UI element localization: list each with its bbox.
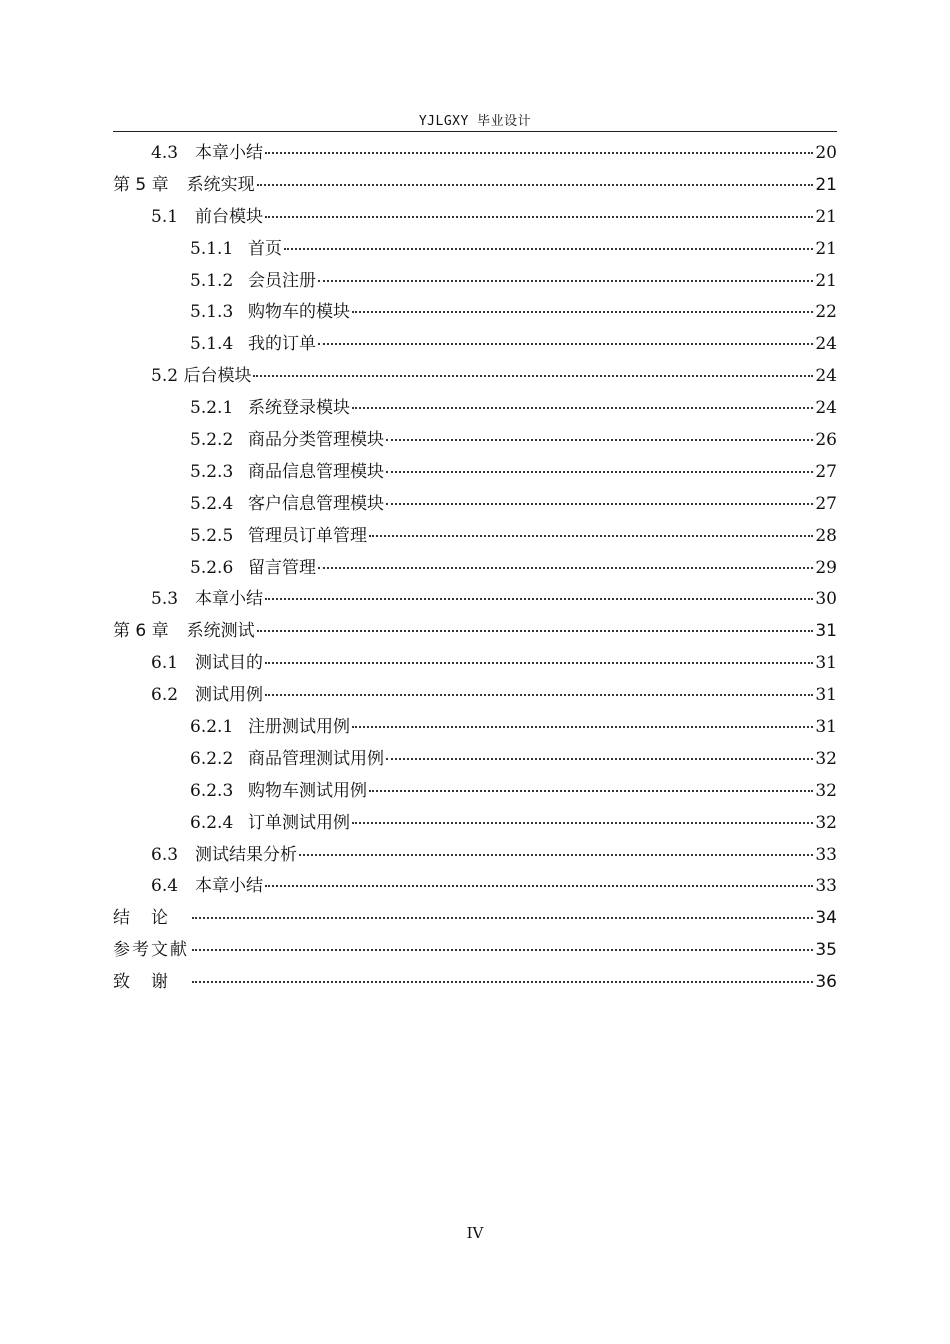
toc-entry[interactable] bbox=[113, 266, 837, 298]
dot-leader bbox=[192, 981, 813, 983]
toc-entry-page: 31 bbox=[815, 621, 837, 642]
toc-entry-title: 购物车测试用例 bbox=[248, 780, 367, 801]
table-of-contents bbox=[113, 138, 837, 999]
toc-entry-title: 留言管理 bbox=[248, 557, 316, 578]
toc-entry-number: 5.3 bbox=[151, 589, 179, 610]
toc-entry-title: 测试目的 bbox=[195, 653, 263, 674]
toc-entry-number: 5.2.3 bbox=[190, 461, 234, 482]
toc-entry-title: 系统实现 bbox=[186, 174, 255, 195]
dot-leader bbox=[386, 758, 813, 760]
toc-entry[interactable] bbox=[113, 489, 837, 521]
toc-entry-number: 5.1.2 bbox=[190, 270, 234, 291]
toc-entry[interactable] bbox=[113, 457, 837, 489]
toc-entry-number: 结 论 bbox=[113, 908, 170, 929]
dot-leader bbox=[192, 949, 813, 951]
dot-leader bbox=[352, 726, 813, 728]
toc-entry-page: 26 bbox=[815, 430, 837, 451]
toc-entry-title: 系统登录模块 bbox=[248, 398, 350, 419]
dot-leader bbox=[265, 885, 813, 887]
toc-entry-page: 32 bbox=[815, 812, 837, 833]
dot-leader bbox=[265, 694, 813, 696]
toc-entry-page: 35 bbox=[815, 940, 837, 961]
toc-entry-number: 5.1 bbox=[151, 206, 179, 227]
dot-leader bbox=[352, 407, 813, 409]
page-number: IV bbox=[466, 1224, 484, 1242]
toc-entry-number: 参考文献 bbox=[113, 940, 189, 961]
toc-entry[interactable] bbox=[113, 393, 837, 425]
dot-leader bbox=[299, 854, 813, 856]
toc-entry-number: 5.2.1 bbox=[190, 398, 234, 419]
toc-entry[interactable] bbox=[113, 776, 837, 808]
toc-entry-number: 5.1.1 bbox=[190, 238, 234, 259]
toc-entry[interactable] bbox=[113, 234, 837, 266]
toc-entry-title: 会员注册 bbox=[248, 270, 316, 291]
dot-leader bbox=[192, 917, 813, 919]
toc-entry-number: 5.1.3 bbox=[190, 302, 234, 323]
toc-entry-number: 6.2.3 bbox=[190, 780, 234, 801]
toc-entry-page: 21 bbox=[815, 206, 837, 227]
toc-entry-page: 24 bbox=[815, 366, 837, 387]
toc-entry-page: 31 bbox=[815, 653, 837, 674]
toc-entry-number: 致 谢 bbox=[113, 972, 170, 993]
toc-entry-page: 20 bbox=[815, 143, 837, 163]
dot-leader bbox=[386, 503, 813, 505]
toc-entry-page: 21 bbox=[815, 174, 837, 195]
dot-leader bbox=[257, 630, 814, 632]
toc-entry[interactable] bbox=[113, 935, 837, 967]
toc-entry[interactable] bbox=[113, 138, 837, 170]
toc-entry-number: 5.2.6 bbox=[190, 557, 234, 578]
dot-leader bbox=[369, 535, 813, 537]
toc-entry[interactable] bbox=[113, 329, 837, 361]
toc-entry[interactable] bbox=[113, 903, 837, 935]
toc-entry-title: 本章小结 bbox=[195, 589, 263, 610]
toc-entry-page: 30 bbox=[815, 589, 837, 610]
header-rule bbox=[113, 131, 837, 132]
toc-entry-title: 本章小结 bbox=[195, 143, 263, 163]
toc-entry-number: 5.2.4 bbox=[190, 493, 234, 514]
toc-entry-number: 第 5 章 bbox=[113, 174, 169, 195]
dot-leader bbox=[369, 790, 813, 792]
dot-leader bbox=[352, 311, 813, 313]
dot-leader bbox=[253, 375, 813, 377]
toc-entry-page: 21 bbox=[815, 238, 837, 259]
toc-entry-title: 商品分类管理模块 bbox=[248, 430, 384, 451]
toc-entry-title: 5.2 后台模块 bbox=[151, 366, 252, 387]
toc-entry-title: 购物车的模块 bbox=[248, 302, 350, 323]
toc-entry-page: 24 bbox=[815, 334, 837, 355]
toc-entry-title: 订单测试用例 bbox=[248, 812, 350, 833]
toc-entry[interactable] bbox=[113, 808, 837, 840]
dot-leader bbox=[265, 152, 813, 154]
toc-entry-number: 4.3 bbox=[151, 143, 179, 163]
toc-entry-page: 22 bbox=[815, 302, 837, 323]
toc-entry-page: 24 bbox=[815, 398, 837, 419]
dot-leader bbox=[318, 280, 813, 282]
toc-entry-page: 31 bbox=[815, 717, 837, 738]
toc-entry-title: 商品管理测试用例 bbox=[248, 748, 384, 769]
dot-leader bbox=[257, 184, 814, 186]
toc-entry-title: 管理员订单管理 bbox=[248, 525, 367, 546]
dot-leader bbox=[386, 471, 813, 473]
toc-entry-title: 首页 bbox=[248, 238, 282, 259]
toc-entry[interactable] bbox=[113, 616, 837, 648]
toc-entry[interactable] bbox=[113, 425, 837, 457]
toc-entry-number: 6.2 bbox=[151, 685, 179, 706]
dot-leader bbox=[265, 662, 813, 664]
toc-entry[interactable] bbox=[113, 712, 837, 744]
toc-entry[interactable] bbox=[113, 840, 837, 872]
toc-entry-title: 客户信息管理模块 bbox=[248, 493, 384, 514]
toc-entry[interactable] bbox=[113, 521, 837, 553]
dot-leader bbox=[386, 439, 813, 441]
dot-leader bbox=[265, 216, 813, 218]
toc-entry-number: 5.2.2 bbox=[190, 430, 234, 451]
toc-entry-page: 27 bbox=[815, 461, 837, 482]
toc-entry-number: 6.3 bbox=[151, 844, 179, 865]
dot-leader bbox=[284, 248, 813, 250]
toc-entry-page: 32 bbox=[815, 780, 837, 801]
toc-entry-page: 31 bbox=[815, 685, 837, 706]
dot-leader bbox=[318, 567, 813, 569]
toc-entry-number: 6.2.1 bbox=[190, 717, 234, 738]
dot-leader bbox=[352, 822, 813, 824]
dot-leader bbox=[318, 343, 813, 345]
toc-entry[interactable] bbox=[113, 202, 837, 234]
toc-entry[interactable] bbox=[113, 744, 837, 776]
toc-entry-number: 第 6 章 bbox=[113, 621, 169, 642]
toc-entry-page: 33 bbox=[815, 876, 837, 897]
toc-entry-number: 6.2.4 bbox=[190, 812, 234, 833]
toc-entry[interactable] bbox=[113, 648, 837, 680]
toc-entry[interactable] bbox=[113, 553, 837, 585]
toc-entry[interactable] bbox=[113, 967, 837, 999]
toc-entry-page: 28 bbox=[815, 525, 837, 546]
toc-entry-title: 前台模块 bbox=[195, 206, 263, 227]
toc-entry-number: 6.4 bbox=[151, 876, 179, 897]
toc-entry-number: 5.1.4 bbox=[190, 334, 234, 355]
toc-entry-page: 33 bbox=[815, 844, 837, 865]
toc-entry[interactable] bbox=[113, 584, 837, 616]
toc-entry-title: 测试结果分析 bbox=[195, 844, 297, 865]
toc-entry-number: 5.2.5 bbox=[190, 525, 234, 546]
toc-entry-page: 34 bbox=[815, 908, 837, 929]
page-header: YJLGXY 毕业设计 bbox=[418, 114, 532, 129]
toc-entry-page: 27 bbox=[815, 493, 837, 514]
toc-entry-page: 32 bbox=[815, 748, 837, 769]
toc-entry-page: 36 bbox=[815, 972, 837, 993]
dot-leader bbox=[265, 598, 813, 600]
toc-entry-title: 我的订单 bbox=[248, 334, 316, 355]
toc-entry[interactable] bbox=[113, 680, 837, 712]
toc-entry-title: 商品信息管理模块 bbox=[248, 461, 384, 482]
toc-entry-title: 测试用例 bbox=[195, 685, 263, 706]
toc-entry-title: 系统测试 bbox=[186, 621, 255, 642]
toc-entry[interactable] bbox=[113, 871, 837, 903]
toc-entry-page: 29 bbox=[815, 557, 837, 578]
toc-entry[interactable] bbox=[113, 297, 837, 329]
toc-entry[interactable] bbox=[113, 361, 837, 393]
toc-entry-number: 6.2.2 bbox=[190, 748, 234, 769]
toc-entry[interactable] bbox=[113, 170, 837, 202]
toc-entry-number: 6.1 bbox=[151, 653, 179, 674]
toc-entry-title: 本章小结 bbox=[195, 876, 263, 897]
toc-entry-page: 21 bbox=[815, 270, 837, 291]
toc-entry-title: 注册测试用例 bbox=[248, 717, 350, 738]
